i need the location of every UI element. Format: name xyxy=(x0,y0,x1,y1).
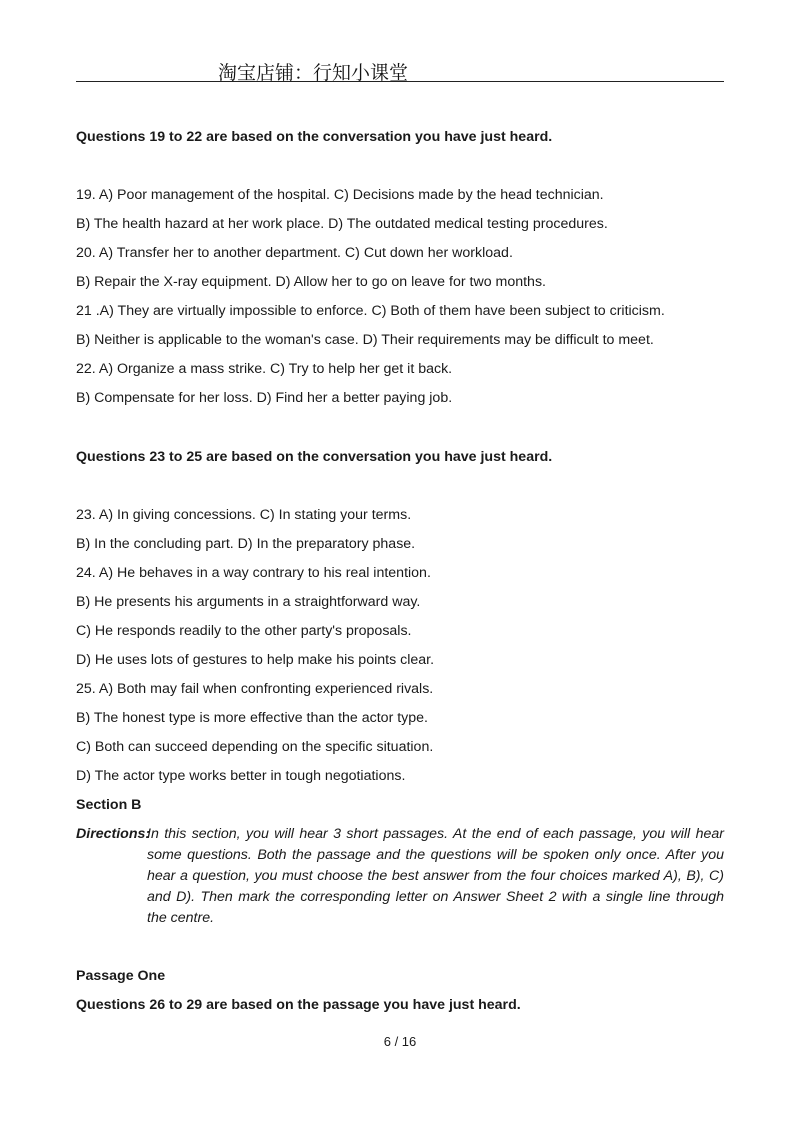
question-line: D) He uses lots of gestures to help make his points clear. xyxy=(76,652,435,668)
passage-one-title: Passage One xyxy=(76,968,166,984)
question-line: B) Compensate for her loss. D) Find her a better paying job. xyxy=(76,390,453,406)
question-line: B) Repair the X-ray equipment. D) Allow her to go on leave for two months. xyxy=(76,274,546,290)
section-b-title: Section B xyxy=(76,797,142,813)
question-line: 23. A) In giving concessions. C) In stating your terms. xyxy=(76,507,412,523)
directions-text: In this section, you will hear 3 short passages. At the end of each passage, you will hear some questions. Both the passage and the questions will be spoken only once. After you hear a question, you must choose the best answer from the four choices marked A), B), C) and D). Then mark the corresponding letter on Answer Sheet 2 with a single line through the centre. xyxy=(147,826,724,926)
questions-26-29-heading: Questions 26 to 29 are based on the passage you have just heard. xyxy=(76,997,521,1013)
question-line: 25. A) Both may fail when confronting experienced rivals. xyxy=(76,681,434,697)
question-line: 24. A) He behaves in a way contrary to his real intention. xyxy=(76,565,431,581)
question-line: B) Neither is applicable to the woman's case. D) Their requirements may be difficult to meet. xyxy=(76,332,654,348)
question-line: 19. A) Poor management of the hospital. C) Decisions made by the head technician. xyxy=(76,187,604,203)
question-line: 22. A) Organize a mass strike. C) Try to help her get it back. xyxy=(76,361,453,377)
questions-23-25-heading: Questions 23 to 25 are based on the conversation you have just heard. xyxy=(76,449,553,465)
question-line: 20. A) Transfer her to another department. C) Cut down her workload. xyxy=(76,245,513,261)
page-number: 6 / 16 xyxy=(383,1034,417,1049)
question-line: D) The actor type works better in tough negotiations. xyxy=(76,768,406,784)
question-line: B) He presents his arguments in a straightforward way. xyxy=(76,594,421,610)
header-divider xyxy=(76,81,724,82)
question-line: 21 .A) They are virtually impossible to enforce. C) Both of them have been subject to criticism. xyxy=(76,303,665,319)
directions-block xyxy=(76,824,724,929)
question-line: B) In the concluding part. D) In the preparatory phase. xyxy=(76,536,416,552)
question-line: B) The honest type is more effective than the actor type. xyxy=(76,710,428,726)
question-line: C) He responds readily to the other party's proposals. xyxy=(76,623,412,639)
questions-19-22-heading: Questions 19 to 22 are based on the conversation you have just heard. xyxy=(76,129,553,145)
question-line: B) The health hazard at her work place. D) The outdated medical testing procedures. xyxy=(76,216,608,232)
directions-label: Directions: xyxy=(76,826,151,842)
header-title: 淘宝店铺：行知小课堂 xyxy=(218,62,409,84)
question-line: C) Both can succeed depending on the specific situation. xyxy=(76,739,434,755)
